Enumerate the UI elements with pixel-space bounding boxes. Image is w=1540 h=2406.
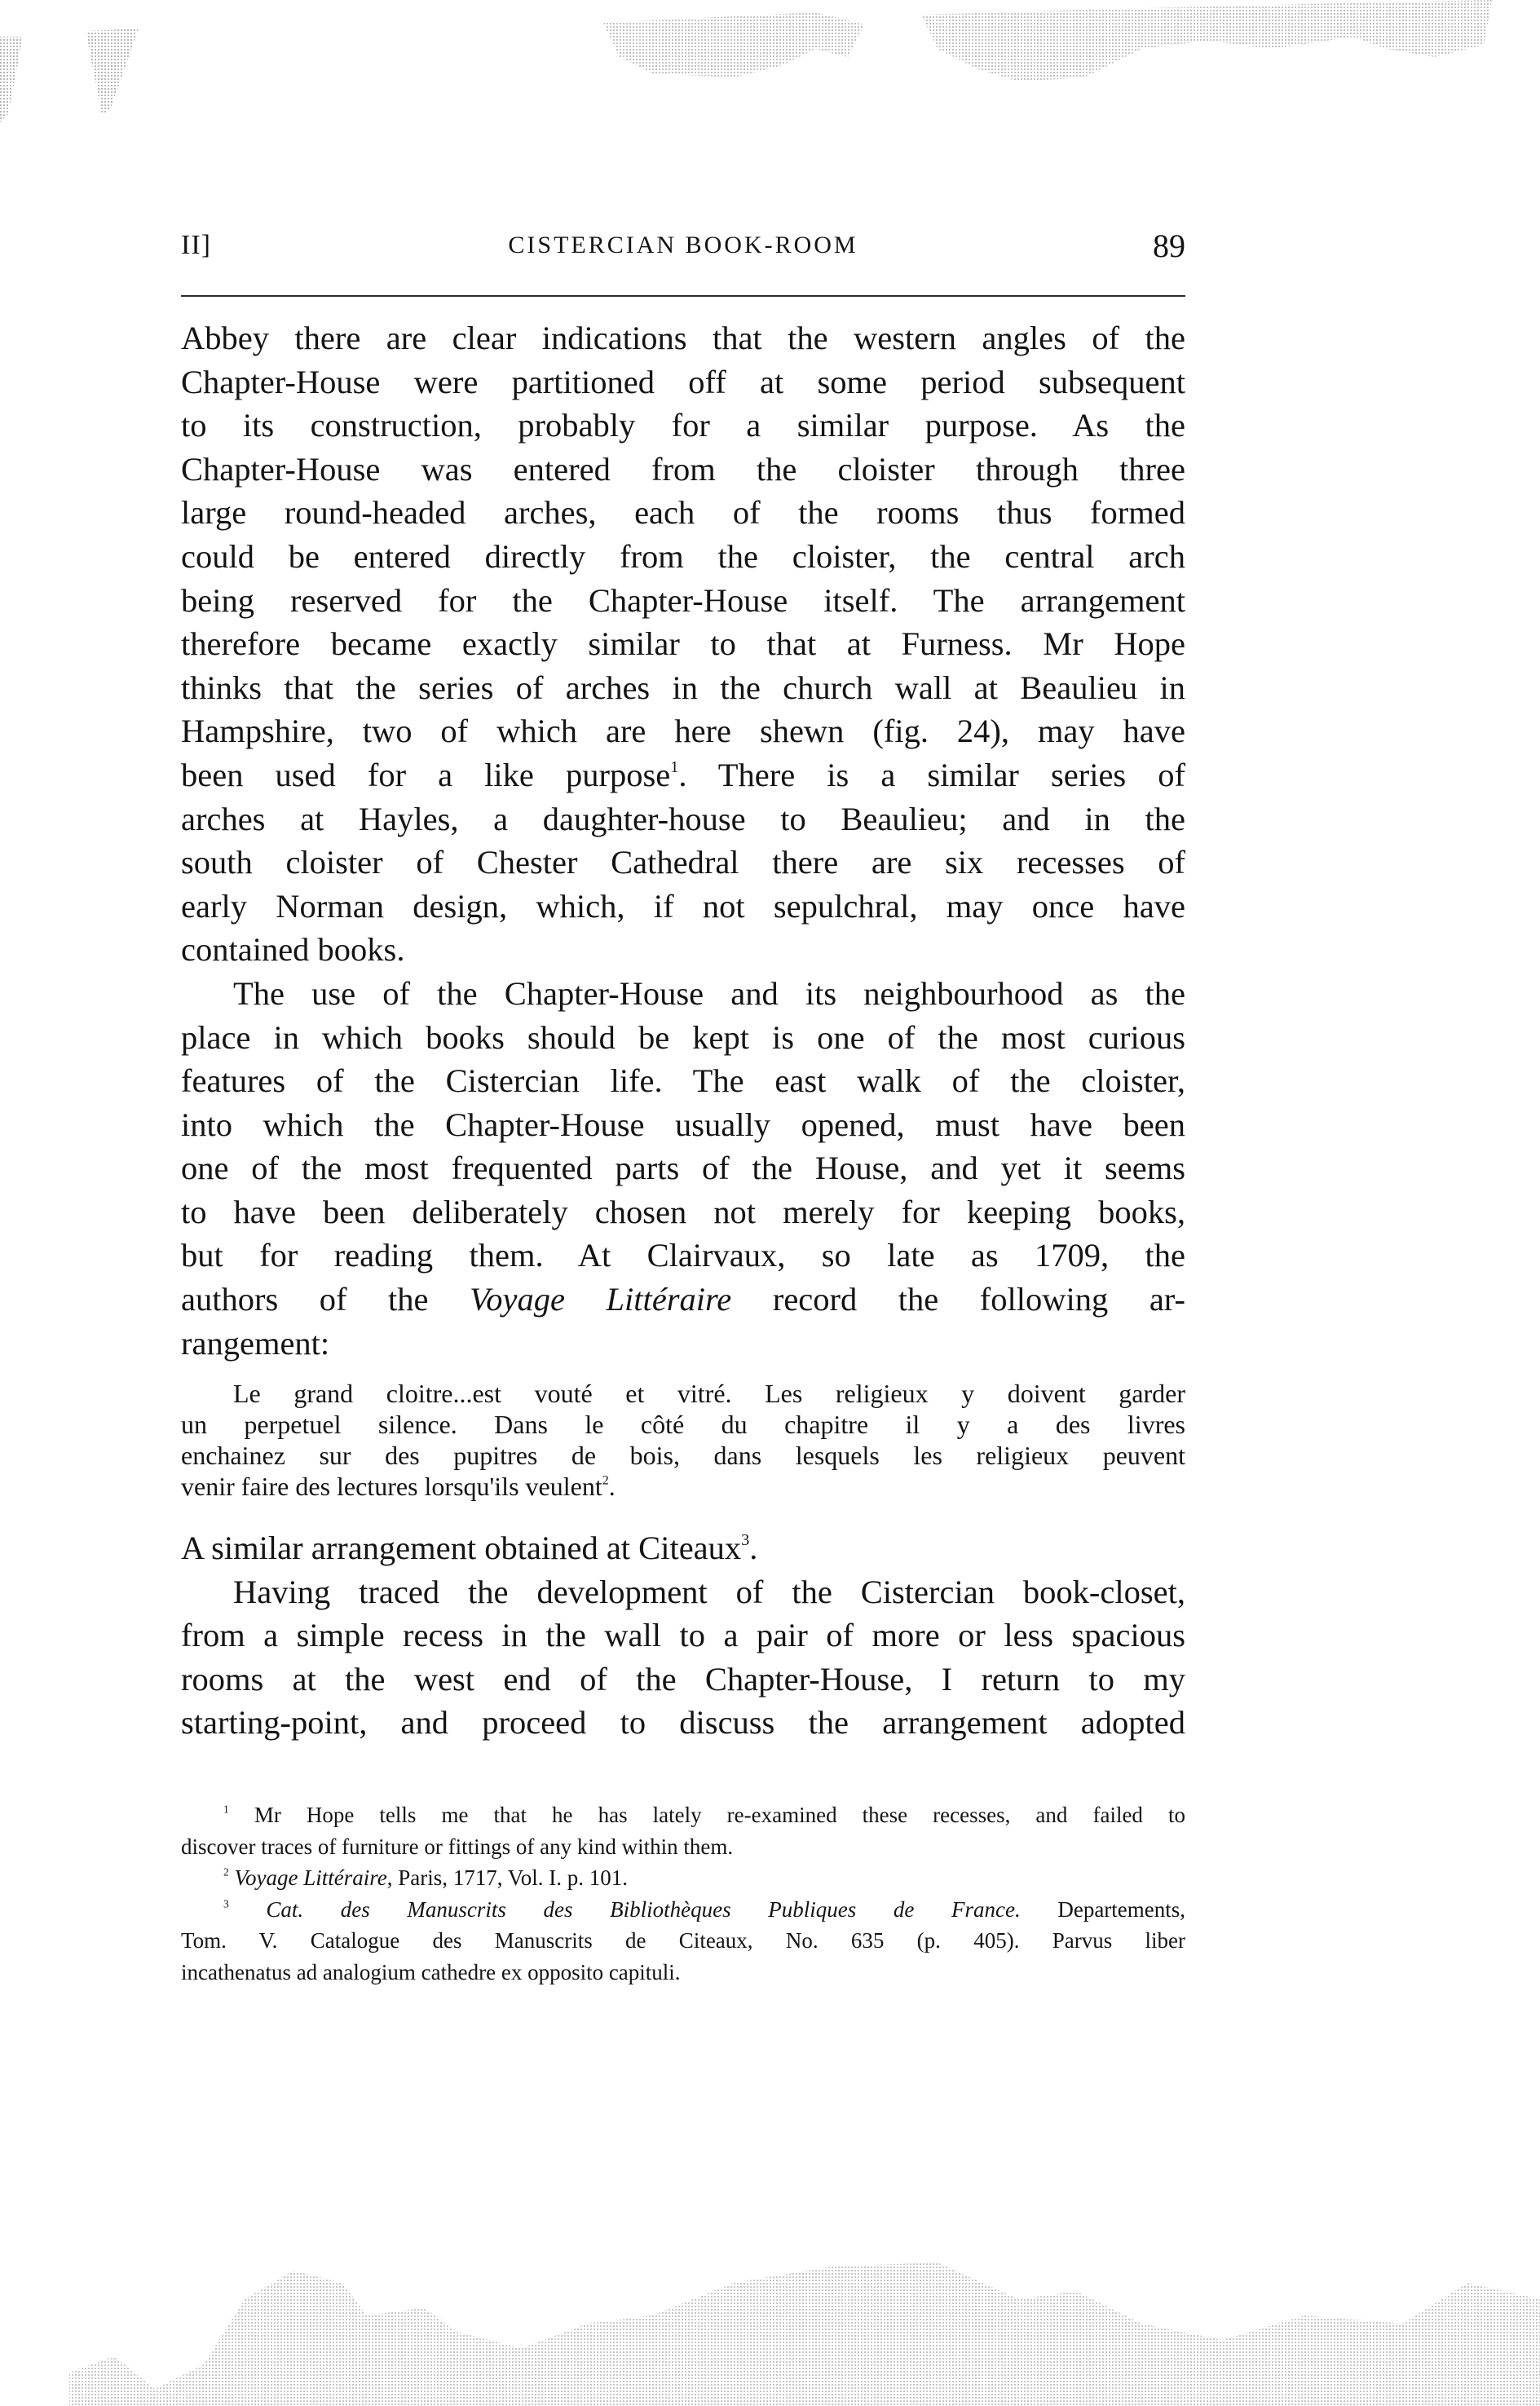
text-line: from a simple recess in the wall to a pair of more or less spacious	[181, 1617, 1185, 1654]
running-title: CISTERCIAN BOOK-ROOM	[508, 232, 858, 258]
footnote-line: Tom. V. Catalogue des Manuscrits de Citeaux, No. 635 (p. 405). Parvus liber	[181, 1928, 1185, 1953]
text-line: therefore became exactly similar to that at Furness. Mr Hope	[181, 625, 1185, 663]
footnote-line	[181, 1862, 1185, 1894]
text-segment: A similar arrangement obtained at Citeaux	[181, 1530, 742, 1566]
footnote-1	[181, 1799, 1185, 1862]
text-line: Chapter-House was entered from the cloister through three	[181, 450, 1185, 488]
text-line: early Norman design, which, if not sepulchral, may once have	[181, 887, 1185, 925]
footnote-2	[181, 1862, 1185, 1894]
text-line: being reserved for the Chapter-House itself. The arrangement	[181, 581, 1185, 619]
text-line: one of the most frequented parts of the House, and yet it seems	[181, 1150, 1185, 1187]
text-line: to have been deliberately chosen not merely for keeping books,	[181, 1193, 1185, 1230]
footnotes	[181, 1799, 1185, 1988]
book-title-italic: Voyage Littéraire	[470, 1281, 732, 1318]
text-segment: record the following ar-	[731, 1281, 1185, 1318]
text-segment: Mr Hope tells me that he has lately re-examined these recesses, and failed to	[254, 1803, 1185, 1827]
book-title-italic: Voyage Littéraire	[234, 1865, 387, 1890]
text-line: rooms at the west end of the Chapter-House, I return to my	[181, 1660, 1185, 1697]
text-line: arches at Hayles, a daughter-house to Beaulieu; and in the	[181, 800, 1185, 837]
quote-line: un perpetuel silence. Dans le côté du chapitre il y a des livres	[181, 1410, 1185, 1439]
quote-line: Le grand cloitre...est vouté et vitré. Les religieux y doivent garder	[233, 1379, 1185, 1408]
text-line: south cloister of Chester Cathedral there are six recesses of	[181, 844, 1185, 881]
text-segment: Departements,	[1020, 1896, 1186, 1922]
text-segment: authors of the	[181, 1281, 470, 1318]
page-number: 89	[1153, 227, 1185, 264]
footnote-marker: 2	[223, 1865, 229, 1878]
text-line	[181, 753, 1185, 797]
footnote-line	[181, 1894, 1185, 1926]
text-segment: . There is a similar series of	[678, 756, 1185, 793]
scan-artifact-bottom	[0, 2250, 1540, 2406]
text-line: The use of the Chapter-House and its neighbourhood as the	[233, 974, 1185, 1012]
text-line: starting-point, and proceed to discuss the arrangement adopted	[181, 1704, 1185, 1742]
footnote-line: discover traces of furniture or fittings of any kind within them.	[181, 1834, 734, 1859]
text-segment: venir faire des lectures lorsqu'ils veulent	[181, 1472, 602, 1501]
text-line: rangement:	[181, 1324, 330, 1362]
text-line: Chapter-House were partitioned off at some period subsequent	[181, 363, 1185, 400]
scan-artifact-top	[0, 0, 1540, 130]
text-segment: been used for a like purpose	[181, 756, 671, 793]
text-line	[181, 1278, 1185, 1322]
footnote-3	[181, 1894, 1185, 1989]
header-rule	[181, 295, 1185, 297]
text-line: large round-headed arches, each of the rooms thus formed	[181, 494, 1185, 532]
footnote-ref-3[interactable]: 3	[741, 1530, 750, 1549]
footnote-marker: 3	[223, 1897, 229, 1910]
block-quote	[181, 1378, 1185, 1502]
quote-line: enchainez sur des pupitres de bois, dans lesquels les religieux peuvent	[181, 1441, 1185, 1470]
text-line	[181, 1526, 1185, 1570]
quote-line	[181, 1471, 1185, 1502]
text-line: contained books.	[181, 931, 405, 969]
text-segment: , Paris, 1717, Vol. I. p. 101.	[386, 1865, 629, 1890]
text-segment: .	[608, 1472, 616, 1501]
text-line: Abbey there are clear indications that the western angles of the	[181, 320, 1185, 356]
footnote-line: incathenatus ad analogium cathedre ex opposito capituli.	[181, 1959, 681, 1984]
footnote-ref-1[interactable]: 1	[670, 757, 679, 776]
text-line: to its construction, probably for a similar purpose. As the	[181, 407, 1185, 444]
text-line: place in which books should be kept is one of the most curious	[181, 1018, 1185, 1056]
text-line: into which the Chapter-House usually opened, must have been	[181, 1106, 1185, 1143]
text-line: Hampshire, two of which are here shewn (fig. 24), may have	[181, 713, 1185, 750]
footnote-line	[181, 1799, 1185, 1831]
text-line: thinks that the series of arches in the church wall at Beaulieu in	[181, 669, 1185, 706]
running-head	[181, 227, 1185, 279]
chapter-number: II]	[181, 230, 211, 260]
text-line: could be entered directly from the cloister, the central arch	[181, 537, 1185, 575]
body-text	[181, 316, 1185, 1365]
text-segment: .	[749, 1530, 758, 1566]
text-line: Having traced the development of the Cistercian book-closet,	[233, 1573, 1185, 1610]
closing-text	[181, 1526, 1185, 1745]
paragraph-2	[181, 972, 1185, 1365]
catalogue-title-italic: Cat. des Manuscrits des Bibliothèques Publiques de France.	[266, 1896, 1021, 1922]
footnote-ref-2[interactable]: 2	[602, 1473, 609, 1488]
text-line: but for reading them. At Clairvaux, so late as 1709, the	[181, 1237, 1185, 1274]
footnote-marker: 1	[223, 1803, 229, 1816]
text-line: features of the Cistercian life. The east walk of the cloister,	[181, 1062, 1185, 1100]
paragraph-1	[181, 316, 1185, 972]
